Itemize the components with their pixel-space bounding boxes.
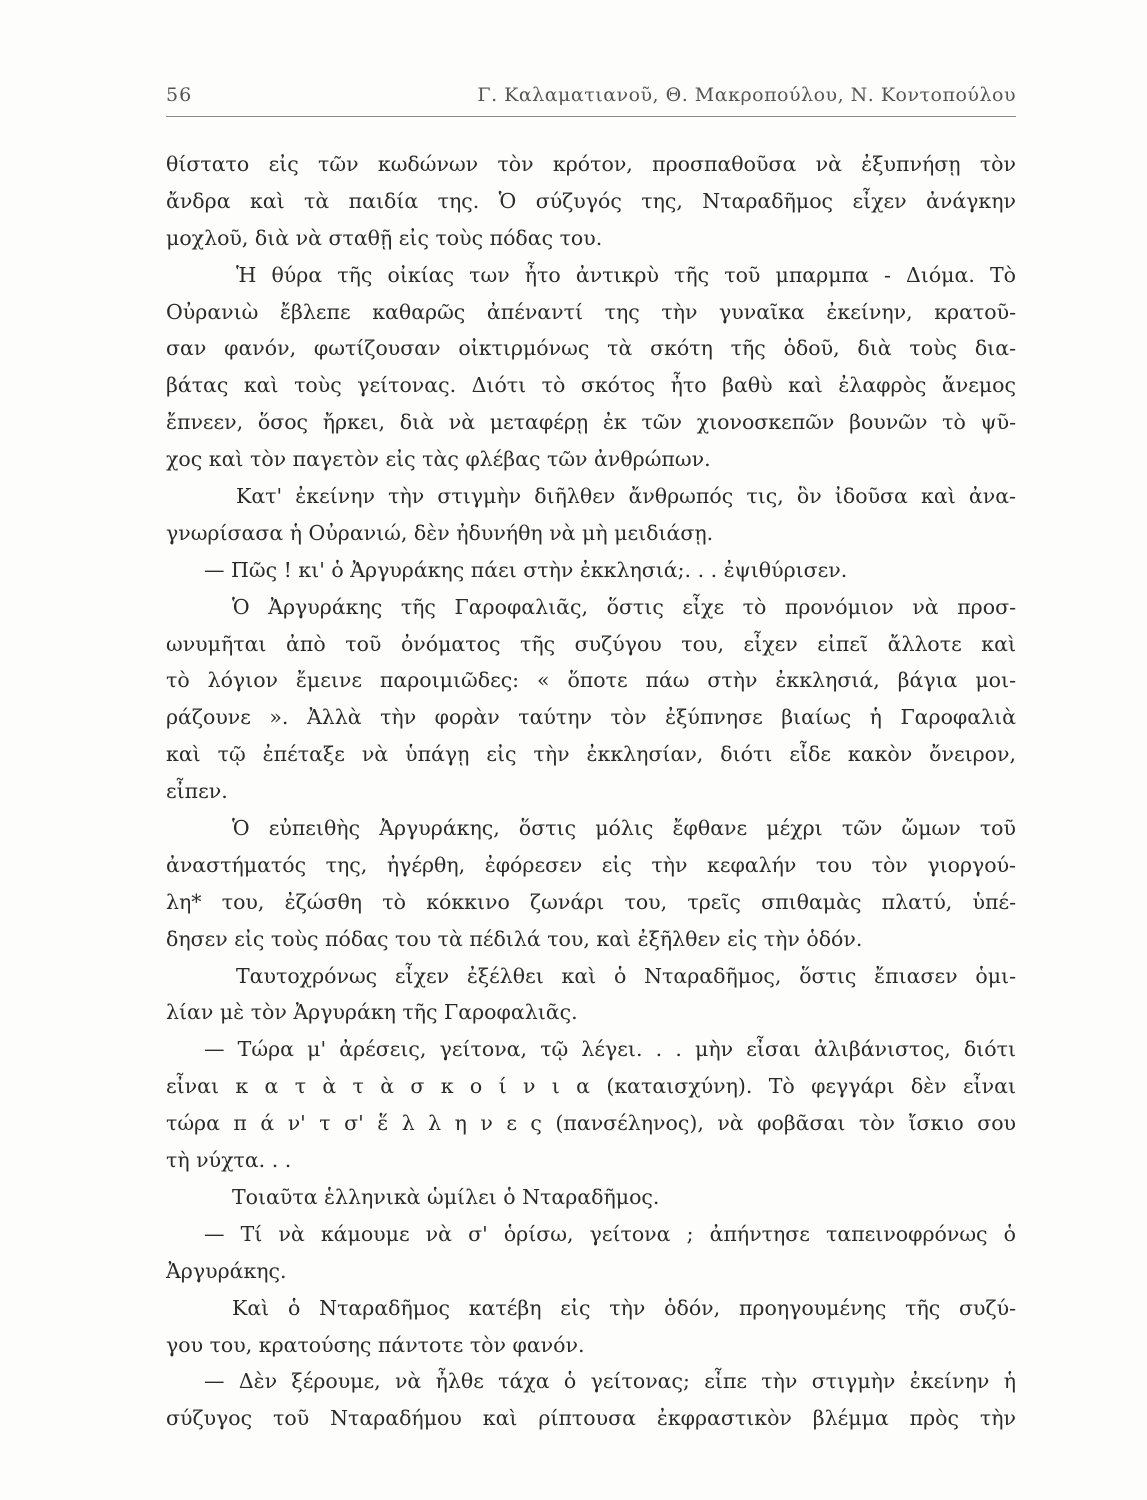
text-line: — Τί νὰ κάμουμε νὰ σ' ὁρίσω, γείτονα ; ἀπήντησε ταπεινοφρόνως ὁ (204, 1221, 1016, 1246)
text-line: δησεν εἰς τοὺς πόδας του τὰ πέδιλά του, καὶ ἐξῆλθεν εἰς τὴν ὁδόν. (166, 926, 863, 951)
text-line: Καὶ ὁ Νταραδῆμος κατέβη εἰς τὴν ὁδόν, προηγουμένης τῆς συζύ- (232, 1295, 1016, 1320)
text-line: — Πῶς ! κι' ὁ Ἀργυράκης πάει στὴν ἐκκλησιά;. . . ἐψιθύρισεν. (204, 557, 848, 582)
text-line: τὸ λόγιον ἔμεινε παροιμιῶδες: « ὅποτε πάω στὴν ἐκκλησιά, βάγια μοι- (166, 668, 1016, 693)
text-line: ἀναστήματός της, ἠγέρθη, ἐφόρεσεν εἰς τὴν κεφαλήν του τὸν γιοργού- (166, 852, 1016, 877)
text-line: σαν φανόν, φωτίζουσαν οἰκτιρμόνως τὰ σκότη τῆς ὁδοῦ, διὰ τοὺς δια- (166, 336, 1016, 361)
text-line: — Τώρα μ' ἀρέσεις, γείτονα, τῷ λέγει. . . μὴν εἶσαι ἀλιβάνιστος, διότι (204, 1037, 1016, 1062)
text-line: — Δὲν ξέρουμε, νὰ ἦλθε τάχα ὁ γείτονας; εἶπε τὴν στιγμὴν ἐκείνην ἡ (204, 1369, 1016, 1394)
text-line: καὶ τῷ ἐπέταξε νὰ ὑπάγῃ εἰς τὴν ἐκκλησίαν, διότι εἶδε κακὸν ὄνειρον, (166, 742, 1016, 767)
page-header (166, 80, 1016, 114)
text-line: εἶναι κ α τ ὰ τ ὰ σ κ ο ί ν ι α (καταισχύνη). Τὸ φεγγάρι δὲν εἶναι (166, 1074, 1016, 1099)
text-line: γου του, κρατούσης πάντοτε τὸν φανόν. (166, 1332, 585, 1357)
text-line: χος καὶ τὸν παγετὸν εἰς τὰς φλέβας τῶν ἀνθρώπων. (166, 447, 711, 472)
text-line: ἄνδρα καὶ τὰ παιδία της. Ὁ σύζυγός της, Νταραδῆμος εἶχεν ἀνάγκην (166, 188, 1016, 213)
text-line: Κατ' ἐκείνην τὴν στιγμὴν διῆλθεν ἄνθρωπός τις, ὃν ἰδοῦσα καὶ ἀνα- (236, 484, 1016, 509)
text-line: Ἀργυράκης. (166, 1258, 287, 1283)
text-line: τώρα π ά ν' τ σ' ἕ λ λ η ν ε ς (πανσέληνος), νὰ φοβᾶσαι τὸν ἴσκιο σου (166, 1111, 1016, 1136)
text-line: γνωρίσασα ἡ Οὐρανιώ, δὲν ἠδυνήθη νὰ μὴ μειδιάσῃ. (166, 520, 714, 545)
text-line: λίαν μὲ τὸν Ἀργυράκη τῆς Γαροφαλιᾶς. (166, 1000, 578, 1025)
header-rule (166, 116, 1016, 117)
text-line: Ὁ εὐπειθὴς Ἀργυράκης, ὅστις μόλις ἔφθανε μέχρι τῶν ὤμων τοῦ (232, 816, 1016, 841)
body-text (166, 146, 1016, 1437)
text-line: Τοιαῦτα ἑλληνικὰ ὡμίλει ὁ Νταραδῆμος. (232, 1184, 660, 1209)
text-line: Ταυτοχρόνως εἶχεν ἐξέλθει καὶ ὁ Νταραδῆμος, ὅστις ἔπιασεν ὁμι- (236, 963, 1016, 988)
text-line: μοχλοῦ, διὰ νὰ σταθῇ εἰς τοὺς πόδας του. (166, 225, 603, 250)
text-line: ράζουνε ». Ἀλλὰ τὴν φορὰν ταύτην τὸν ἐξύπνησε βιαίως ἡ Γαροφαλιὰ (166, 705, 1016, 730)
text-line: ἔπνεεν, ὅσος ἤρκει, διὰ νὰ μεταφέρῃ ἐκ τῶν χιονοσκεπῶν βουνῶν τὸ ψῦ- (166, 410, 1016, 435)
text-line: Ἡ θύρα τῆς οἰκίας των ἦτο ἀντικρὺ τῆς τοῦ μπαρμπα - Διόμα. Τὸ (236, 262, 1016, 287)
text-line: Οὐρανιὼ ἔβλεπε καθαρῶς ἀπέναντί της τὴν γυναῖκα ἐκείνην, κρατοῦ- (166, 299, 1016, 324)
text-line: ωνυμῆται ἀπὸ τοῦ ὀνόματος τῆς συζύγου του, εἶχεν εἰπεῖ ἄλλοτε καὶ (166, 631, 1016, 656)
running-head: Γ. Καλαματιανοῦ, Θ. Μακροπούλου, Ν. Κοντοπούλου (477, 84, 1016, 106)
text-line: βάτας καὶ τοὺς γείτονας. Διότι τὸ σκότος ἦτο βαθὺ καὶ ἐλαφρὸς ἄνεμος (166, 373, 1016, 398)
text-line: τὴ νύχτα. . . (166, 1148, 292, 1173)
text-line: λη* του, ἐζώσθη τὸ κόκκινο ζωνάρι του, τρεῖς σπιθαμὰς πλατύ, ὑπέ- (166, 889, 1016, 914)
text-line: σύζυγος τοῦ Νταραδήμου καὶ ρίπτουσα ἐκφραστικὸν βλέμμα πρὸς τὴν (166, 1406, 1016, 1431)
page-number: 56 (166, 84, 193, 106)
text-line: εἶπεν. (166, 779, 228, 804)
text-line: Ὁ Ἀργυράκης τῆς Γαροφαλιᾶς, ὅστις εἶχε τὸ προνόμιον νὰ προσ- (232, 594, 1016, 619)
text-line: θίστατο εἰς τῶν κωδώνων τὸν κρότον, προσπαθοῦσα νὰ ἐξυπνήσῃ τὸν (166, 152, 1016, 176)
